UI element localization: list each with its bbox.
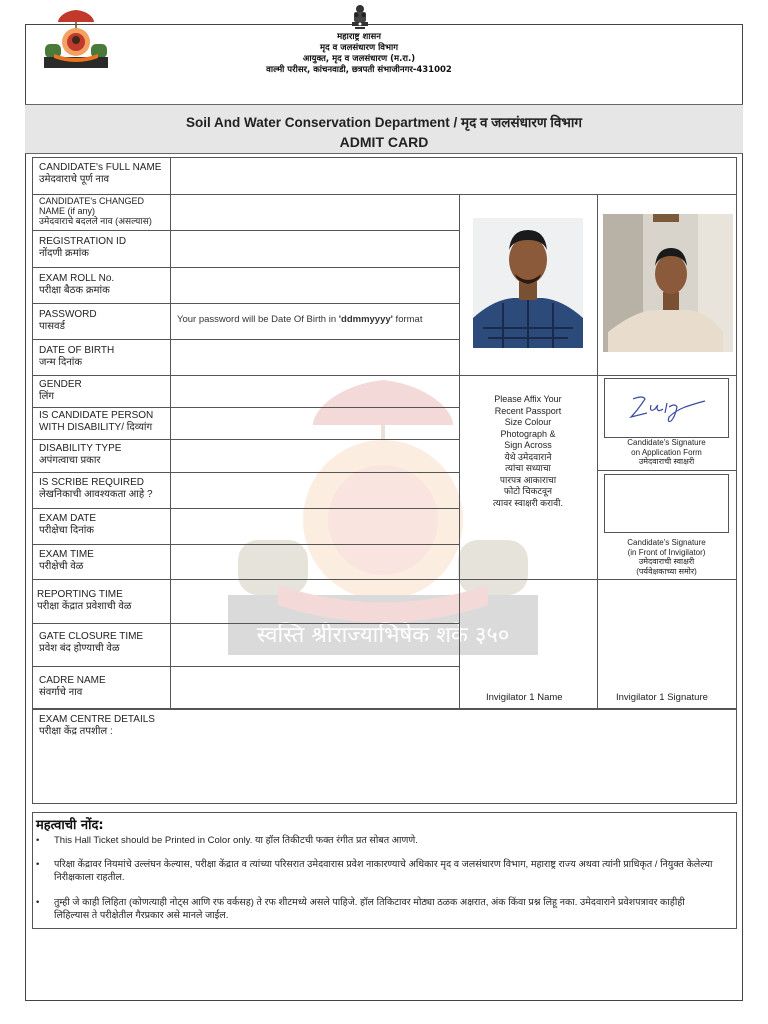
label-registration-id: REGISTRATION ID नोंदणी क्रमांक (39, 236, 127, 259)
row-divider (32, 508, 459, 509)
invigilator-name-label: Invigilator 1 Name (486, 692, 563, 703)
shivrajyabhishek-logo-icon (42, 8, 110, 70)
row-divider (32, 267, 459, 268)
bullet-icon: • (36, 897, 40, 908)
title-band (25, 104, 743, 154)
header-line-address: वाल्मी परीसर, कांचनवाडी, छत्रपती संभाजीनगर-431002 (266, 65, 452, 75)
label-full-name: CANDIDATE's FULL NAME उमेदवाराचे पूर्ण नाव (39, 162, 162, 185)
row-divider (32, 439, 459, 440)
signature-column-divider (597, 194, 598, 709)
invigilator-front-signature-box (604, 474, 729, 533)
row-divider (597, 470, 737, 471)
row-divider (32, 666, 459, 667)
row-divider (32, 579, 737, 580)
row-divider (32, 339, 459, 340)
note-item: • तुम्ही जे काही लिहिता (कोणत्याही नोट्स आणि रफ वर्कसह) ते रफ शीटमध्ये असले पाहिजे. हॉल तिकिटावर मोठ्या ठळक अक्षरात, अंक किंवा प्रश्न लिहू नका. उमेदवाराने प्रवेशपत्रावर काहीही लिहिल्यास ते परीक्षेतील गैरप्रकार असे मानले जाईल. (36, 897, 685, 921)
header-line-commissioner: आयुक्त, मृद व जलसंधारण (म.रा.) (302, 54, 416, 64)
application-signature-box (604, 378, 729, 438)
password-note: Your password will be Date Of Birth in 'ddmmyyyy' format (177, 314, 423, 325)
row-divider (32, 472, 459, 473)
row-divider (32, 544, 459, 545)
application-signature-caption: Candidate's Signature on Application Form उमेदवाराची स्वाक्षरी (627, 438, 706, 466)
bullet-icon: • (36, 835, 40, 846)
department-title: Soil And Water Conservation Department / मृद व जलसंधारण विभाग (185, 115, 582, 130)
label-disability: IS CANDIDATE PERSON WITH DISABILITY/ दिव्यांग (39, 410, 154, 433)
photo-column-divider (459, 194, 460, 709)
label-column-divider (170, 157, 171, 709)
note-item: • परिक्षा केंद्रावर नियमांचे उल्लंघन केल्यास, परीक्षा केंद्रात व त्यांच्या परिसरात उमेदवारास प्रवेश नाकारण्याचे अधिकार मृद व जलसंधारण विभाग, महाराष्ट्र राज्य अथवा त्यांनी प्राधिकृत / नियुक्त केलेल्या निरीक्षकाला राहतील. (36, 859, 713, 883)
bullet-icon: • (36, 859, 40, 870)
admit-card-title: ADMIT CARD (339, 134, 429, 150)
watermark-text: स्वस्ति श्रीराज्याभिषेक शके ३५० (256, 623, 510, 648)
affix-photo-instructions: Please Affix Your Recent Passport Size Colour Photograph & Sign Across येथे उमेदवाराने त्यांचा सध्याचा पारपत्र आकाराचा फोटो चिकटवून त्यावर स्वाक्षरी करावी. (493, 394, 563, 508)
label-gender: GENDER लिंग (39, 379, 82, 402)
row-divider (32, 623, 459, 624)
notes-title: महत्वाची नोंद: (36, 818, 104, 833)
row-divider (32, 375, 737, 376)
invigilator-front-signature-caption: Candidate's Signature (in Front of Invigilator) उमेदवाराची स्वाक्षरी (पर्यवेक्षकाच्या समोर) (627, 538, 706, 576)
label-changed-name: CANDIDATE's CHANGED NAME (if any) उमेदवाराचे बदलले नाव (असल्यास) (39, 196, 152, 226)
label-date-of-birth: DATE OF BIRTH जन्म दिनांक (39, 345, 115, 368)
row-divider (32, 230, 459, 231)
invigilator-signature-label: Invigilator 1 Signature (616, 692, 708, 703)
candidate-live-photo (603, 214, 733, 352)
row-divider (32, 407, 459, 408)
label-gate-closure-time: GATE CLOSURE TIME प्रवेश बंद होण्याची वेळ (39, 631, 144, 654)
row-divider (32, 194, 737, 195)
label-reporting-time: REPORTING TIME परीक्षा केंद्रात प्रवेशाची वेळ (37, 589, 132, 612)
header-line-dept: मृद व जलसंधारण विभाग (320, 43, 398, 53)
header-address (190, 32, 528, 76)
label-exam-time: EXAM TIME परीक्षेची वेळ (39, 549, 94, 572)
candidate-photo (473, 218, 583, 348)
label-password: PASSWORD पासवर्ड (39, 309, 97, 332)
row-divider (32, 303, 459, 304)
label-disability-type: DISABILITY TYPE अपंगत्वाचा प्रकार (39, 443, 122, 466)
national-emblem-icon (349, 4, 371, 30)
label-exam-date: EXAM DATE परीक्षेचा दिनांक (39, 513, 97, 536)
label-scribe-required: IS SCRIBE REQUIRED लेखनिकाची आवश्यकता आहे ? (39, 477, 153, 500)
label-roll-no: EXAM ROLL No. परीक्षा बैठक क्रमांक (39, 273, 115, 296)
header-line-state: महाराष्ट्र शासन (337, 32, 381, 42)
label-cadre-name: CADRE NAME संवर्गाचे नाव (39, 675, 106, 698)
candidate-signature-image (605, 379, 728, 437)
label-exam-centre: EXAM CENTRE DETAILS परीक्षा केंद्र तपशील : (39, 714, 155, 737)
note-item: • This Hall Ticket should be Printed in Color only. या हॉल तिकीटची फक्त रंगीत प्रत सोबत आणणे. (36, 835, 418, 846)
